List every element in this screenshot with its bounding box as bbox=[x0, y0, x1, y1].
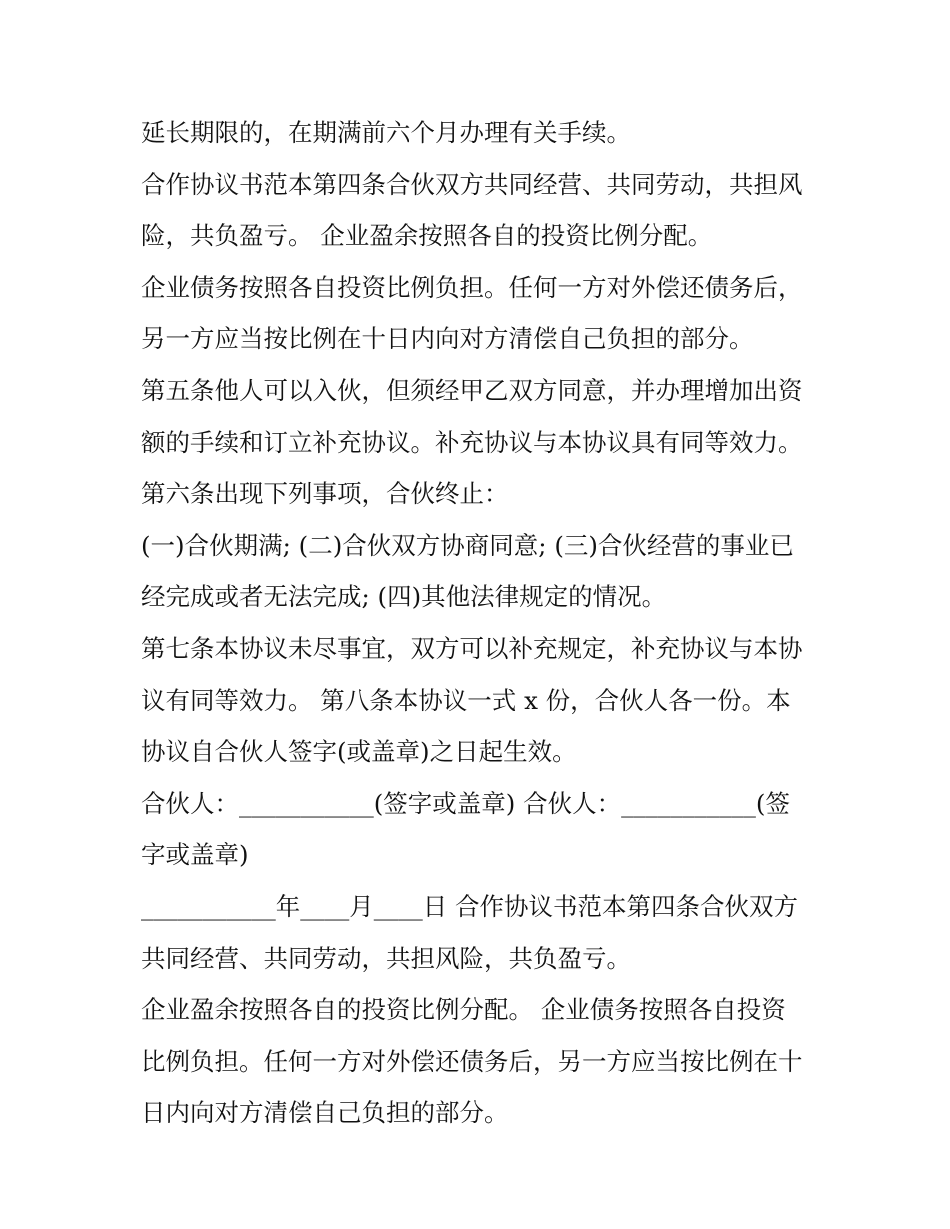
text-line: 比例负担。任何一方对外偿还债务后，另一方应当按比例在十 bbox=[141, 1046, 803, 1076]
text-line: 议有同等效力。 第八条本协议一式 x 份，合伙人各一份。本 bbox=[141, 685, 791, 715]
text-line: 日内向对方清偿自己负担的部分。 bbox=[141, 1098, 509, 1128]
text-line: 延长期限的，在期满前六个月办理有关手续。 bbox=[141, 118, 631, 147]
text-line: 险，共负盈亏。 企业盈余按照各自的投资比例分配。 bbox=[141, 221, 713, 251]
text-line: 字或盖章) bbox=[141, 840, 249, 870]
document-body bbox=[141, 107, 821, 1139]
text-line: 额的手续和订立补充协议。补充协议与本协议具有同等效力。 bbox=[141, 427, 803, 457]
text-line: 共同经营、共同劳动，共担风险，共负盈亏。 bbox=[141, 943, 631, 973]
text-line: 协议自合伙人签字(或盖章)之日起生效。 bbox=[141, 737, 577, 767]
text-line: 第五条他人可以入伙，但须经甲乙双方同意，并办理增加出资 bbox=[141, 375, 803, 405]
text-line: 经完成或者无法完成; (四)其他法律规定的情况。 bbox=[141, 582, 667, 612]
text-line: 合作协议书范本第四条合伙双方共同经营、共同劳动，共担风 bbox=[141, 169, 803, 199]
text-line: 另一方应当按比例在十日内向对方清偿自己负担的部分。 bbox=[141, 324, 754, 354]
text-line: 企业盈余按照各自的投资比例分配。 企业债务按照各自投资 bbox=[141, 995, 786, 1025]
text-line: 企业债务按照各自投资比例负担。任何一方对外偿还债务后， bbox=[141, 272, 803, 302]
signature-line: 合伙人：___________(签字或盖章) 合伙人：___________(签 bbox=[141, 788, 790, 818]
text-line: 第六条出现下列事项，合伙终止： bbox=[141, 479, 509, 509]
text-line: (一)合伙期满; (二)合伙双方协商同意; (三)合伙经营的事业已 bbox=[141, 530, 794, 560]
text-line: 第七条本协议未尽事宜，双方可以补充规定，补充协议与本协 bbox=[141, 633, 803, 663]
date-line: ___________年____月____日 合作协议书范本第四条合伙双方 bbox=[141, 891, 799, 921]
